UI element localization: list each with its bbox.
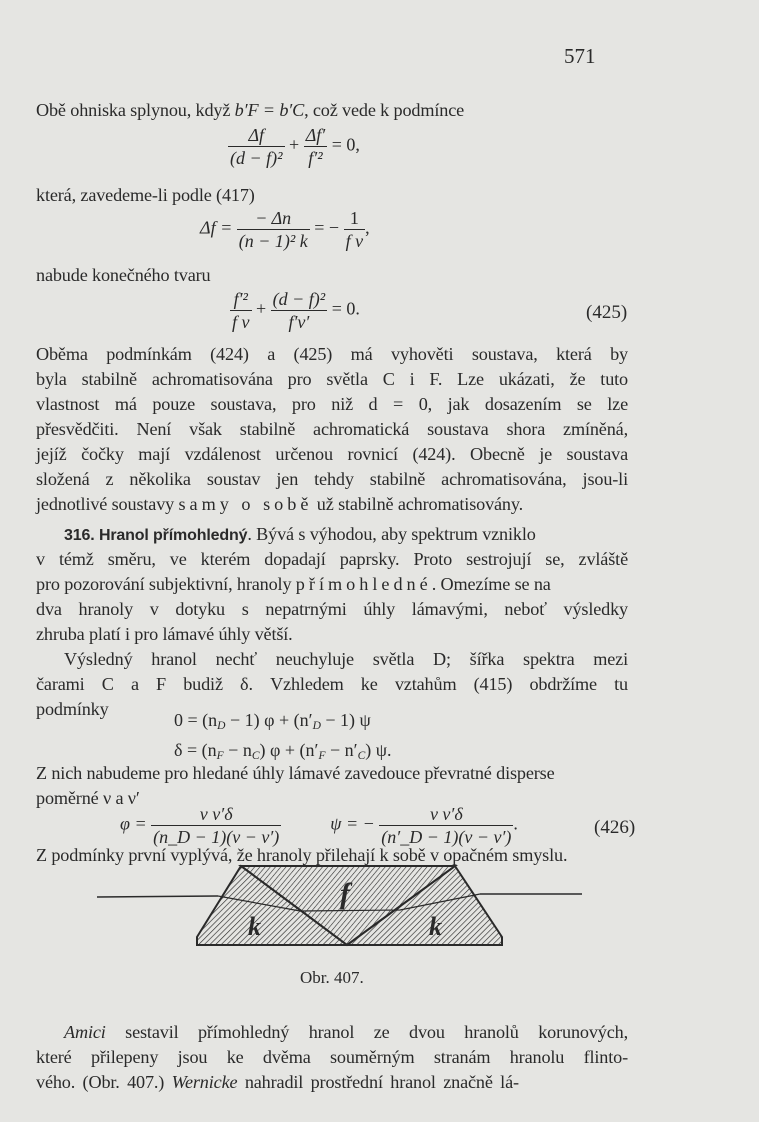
text-line: čarami C a F budiž δ. Vzhledem ke vztahům (415) obdržíme tu xyxy=(36,674,628,694)
section-number: 316. xyxy=(64,527,95,544)
text-line: přesvědčiti. Není však stabilně achromatická soustava shora zmíněná, xyxy=(36,419,628,439)
equation-1: $\frac{\Delta f}{\text{(d − f)²}}$ + $\frac{\Delta f'}{\text{f′²}}$ = 0, xyxy=(230,125,360,168)
fraction: $\frac{\Delta f}{\text{(d − f)²}}$ xyxy=(230,125,283,168)
text-line: Z nich nabudeme pro hledané úhly lámavé zavedouce převratné disperse xyxy=(36,763,555,783)
text-line: Oběma podmínkám (424) a (425) má vyhověti soustava, která by xyxy=(36,344,628,364)
page-number: 571 xyxy=(564,44,596,68)
equation-2: Δf = $\frac{- \Delta n}{\text{(n − 1)² k}}$ = − $\frac{1}{\text{f ν}}$ , xyxy=(200,208,370,251)
text-line: podmínky xyxy=(36,699,109,719)
text-line: jejíž čočky mají vzdálenost určenou rovnicí (424). Obecně je soustava xyxy=(36,444,628,464)
figure-caption: Obr. 407. xyxy=(300,968,364,987)
paragraph-3: nabude konečného tvaru xyxy=(36,265,211,285)
text-line: byla stabilně achromatisována pro světla C i F. Lze ukázati, že tuto xyxy=(36,369,628,389)
equation-number: (425) xyxy=(586,302,628,323)
label-crown-right: k xyxy=(429,912,442,941)
text-line: dva hranoly v dotyku s nepatrnými úhly lámavými, neboť výsledky xyxy=(36,599,628,619)
section-title: Hranol přímohledný xyxy=(98,527,248,544)
text-line: které přilepeny jsou ke dvěma souměrným stranám hranolu flinto- xyxy=(36,1047,628,1067)
text-line: zhruba platí i pro lámavé úhly větší. xyxy=(36,624,293,644)
fraction: $\frac{\Delta f'}{\text{f′²}}$ xyxy=(305,125,326,168)
text: , což vede k podmínce xyxy=(304,100,465,120)
label-crown-left: k xyxy=(248,912,261,941)
equation-row: $0 = (n_D - 1) \varphi + (n'_D - 1)$ ψ xyxy=(174,710,371,732)
section-heading-line: 316. Hranol přímohledný. Bývá s výhodou, aby spektrum vzniklo xyxy=(64,524,536,544)
label-flint: f xyxy=(340,877,350,910)
text-line: složená z několika soustav jen tehdy stabilně achromatisována, jsou-li xyxy=(36,469,628,489)
text-line: poměrné ν a ν′ xyxy=(36,788,140,808)
text-line: vlastnost má pouze soustava, pro niž d = 0, jak dosazením se lze xyxy=(36,394,628,414)
equation-5: φ = $\frac{\text{ν ν′δ}}{(n\_D - 1)(\nu - \nu')}$ ψ = − $\frac{\text{ν ν′δ}}{(n'\_D - 1)(\nu - \nu')}$ . xyxy=(120,804,518,847)
text-line: Amici sestavil přímohledný hranol ze dvou hranolů korunových, xyxy=(64,1022,628,1042)
text-line: vého. (Obr. 407.) Wernicke nahradil prostřední hranol značně lá- xyxy=(36,1072,519,1092)
equation-number: (426) xyxy=(594,817,636,838)
equation-3: $\frac{\text{f′²}}{\text{f ν}}$ + $\frac{\text{(d − f)²}}{f'\nu'}$ = 0. xyxy=(232,289,360,332)
text-line: Z podmínky první vyplývá, že hranoly přilehají k sobě v opačném smyslu. xyxy=(36,845,568,865)
paragraph-2: která, zavedeme-li podle (417) xyxy=(36,185,255,205)
text: Obě ohniska splynou, když xyxy=(36,100,235,120)
math-inline: b′F = b′C xyxy=(234,100,305,120)
text-line: pro pozorování subjektivní, hranoly přímohledné. Omezíme se na xyxy=(36,574,551,594)
text-line: jednotlivé soustavy samy o sobě už stabilně achromatisovány. xyxy=(36,494,524,514)
text-line: Výsledný hranol nechť neuchyluje světla D; šířka spektra mezi xyxy=(64,649,628,669)
equation-row: $\delta = (n_F - n_C) \varphi + (n'_F - n'_C)$ ψ. xyxy=(174,740,392,762)
text-line: v témž směru, ve kterém dopadají paprsky. Proto sestrojují se, zvláště xyxy=(36,549,628,569)
